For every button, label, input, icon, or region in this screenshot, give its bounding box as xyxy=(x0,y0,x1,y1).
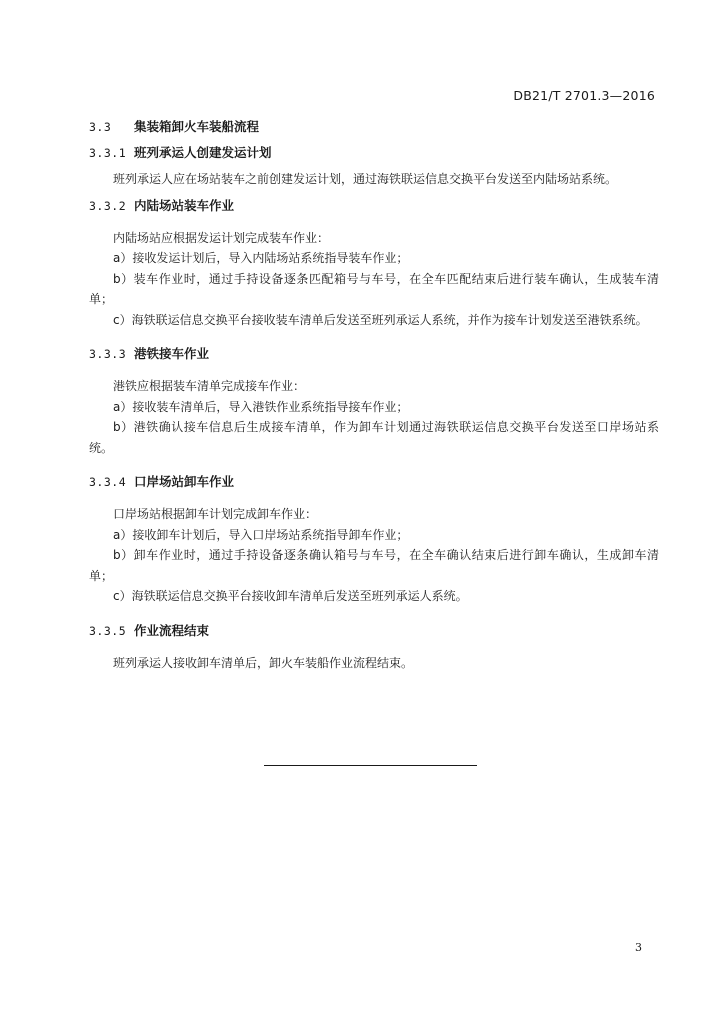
list-item-c: c）海铁联运信息交换平台接收装车清单后发送至班列承运人系统，并作为接车计划发送至港铁系统。 xyxy=(113,312,648,327)
section-number: 3.3 xyxy=(89,120,112,134)
section-title: 内陆场站装车作业 xyxy=(134,197,235,213)
document-body xyxy=(89,117,659,673)
section-3-3-3 xyxy=(89,344,659,458)
section-number: 3.3.2 xyxy=(89,198,127,213)
section-heading xyxy=(89,143,659,163)
list-item-a: a）接收发运计划后，导入内陆场站系统指导装车作业； xyxy=(113,251,409,265)
section-heading xyxy=(89,117,659,137)
paragraph: 班列承运人应在场站装车之前创建发运计划，通过海铁联运信息交换平台发送至内陆场站系统。 xyxy=(113,172,618,186)
paragraph: 口岸场站根据卸车计划完成卸车作业： xyxy=(113,507,318,521)
section-3-3-5 xyxy=(89,621,659,674)
section-number: 3.3.4 xyxy=(89,475,127,489)
end-rule-divider xyxy=(264,765,477,766)
section-title: 班列承运人创建发运计划 xyxy=(134,145,272,160)
paragraph: 内陆场站应根据发运计划完成装车作业： xyxy=(113,230,330,245)
section-title: 作业流程结束 xyxy=(134,622,210,638)
section-3-3 xyxy=(89,117,659,137)
section-3-3-4 xyxy=(89,472,659,607)
section-number: 3.3.1 xyxy=(89,146,127,160)
section-number: 3.3.5 xyxy=(89,623,127,638)
section-title: 港铁接车作业 xyxy=(134,346,210,361)
document-code: DB21/T 2701.3—2016 xyxy=(513,88,655,103)
list-item-c: c）海铁联运信息交换平台接收卸车清单后发送至班列承运人系统。 xyxy=(113,589,468,603)
list-item-a: a）接收卸车计划后，导入口岸场站系统指导卸车作业； xyxy=(113,527,409,542)
page-number: 3 xyxy=(635,941,642,954)
list-item-a: a）接收装车清单后，导入港铁作业系统指导接车作业； xyxy=(113,399,409,414)
paragraph: 班列承运人接收卸车清单后，卸火车装船作业流程结束。 xyxy=(113,655,414,670)
section-heading xyxy=(89,196,659,216)
section-heading xyxy=(89,472,659,492)
section-title: 口岸场站卸车作业 xyxy=(134,474,235,489)
paragraph: 港铁应根据装车清单完成接车作业： xyxy=(113,379,306,393)
list-item-b: b）装车作业时，通过手持设备逐条匹配箱号与车号，在全车匹配结束后进行装车确认，生成装车清单； xyxy=(89,271,659,306)
section-title: 集装箱卸火车装船流程 xyxy=(134,119,260,134)
section-heading xyxy=(89,621,659,641)
section-number: 3.3.3 xyxy=(89,347,127,361)
section-heading xyxy=(89,344,659,364)
section-3-3-2 xyxy=(89,196,659,331)
section-3-3-1 xyxy=(89,143,659,190)
list-item-b: b）港铁确认接车信息后生成接车清单，作为卸车计划通过海铁联运信息交换平台发送至口岸场站系统。 xyxy=(89,420,659,455)
list-item-b: b）卸车作业时，通过手持设备逐条确认箱号与车号，在全车确认结束后进行卸车确认，生成卸车清单； xyxy=(89,548,659,583)
